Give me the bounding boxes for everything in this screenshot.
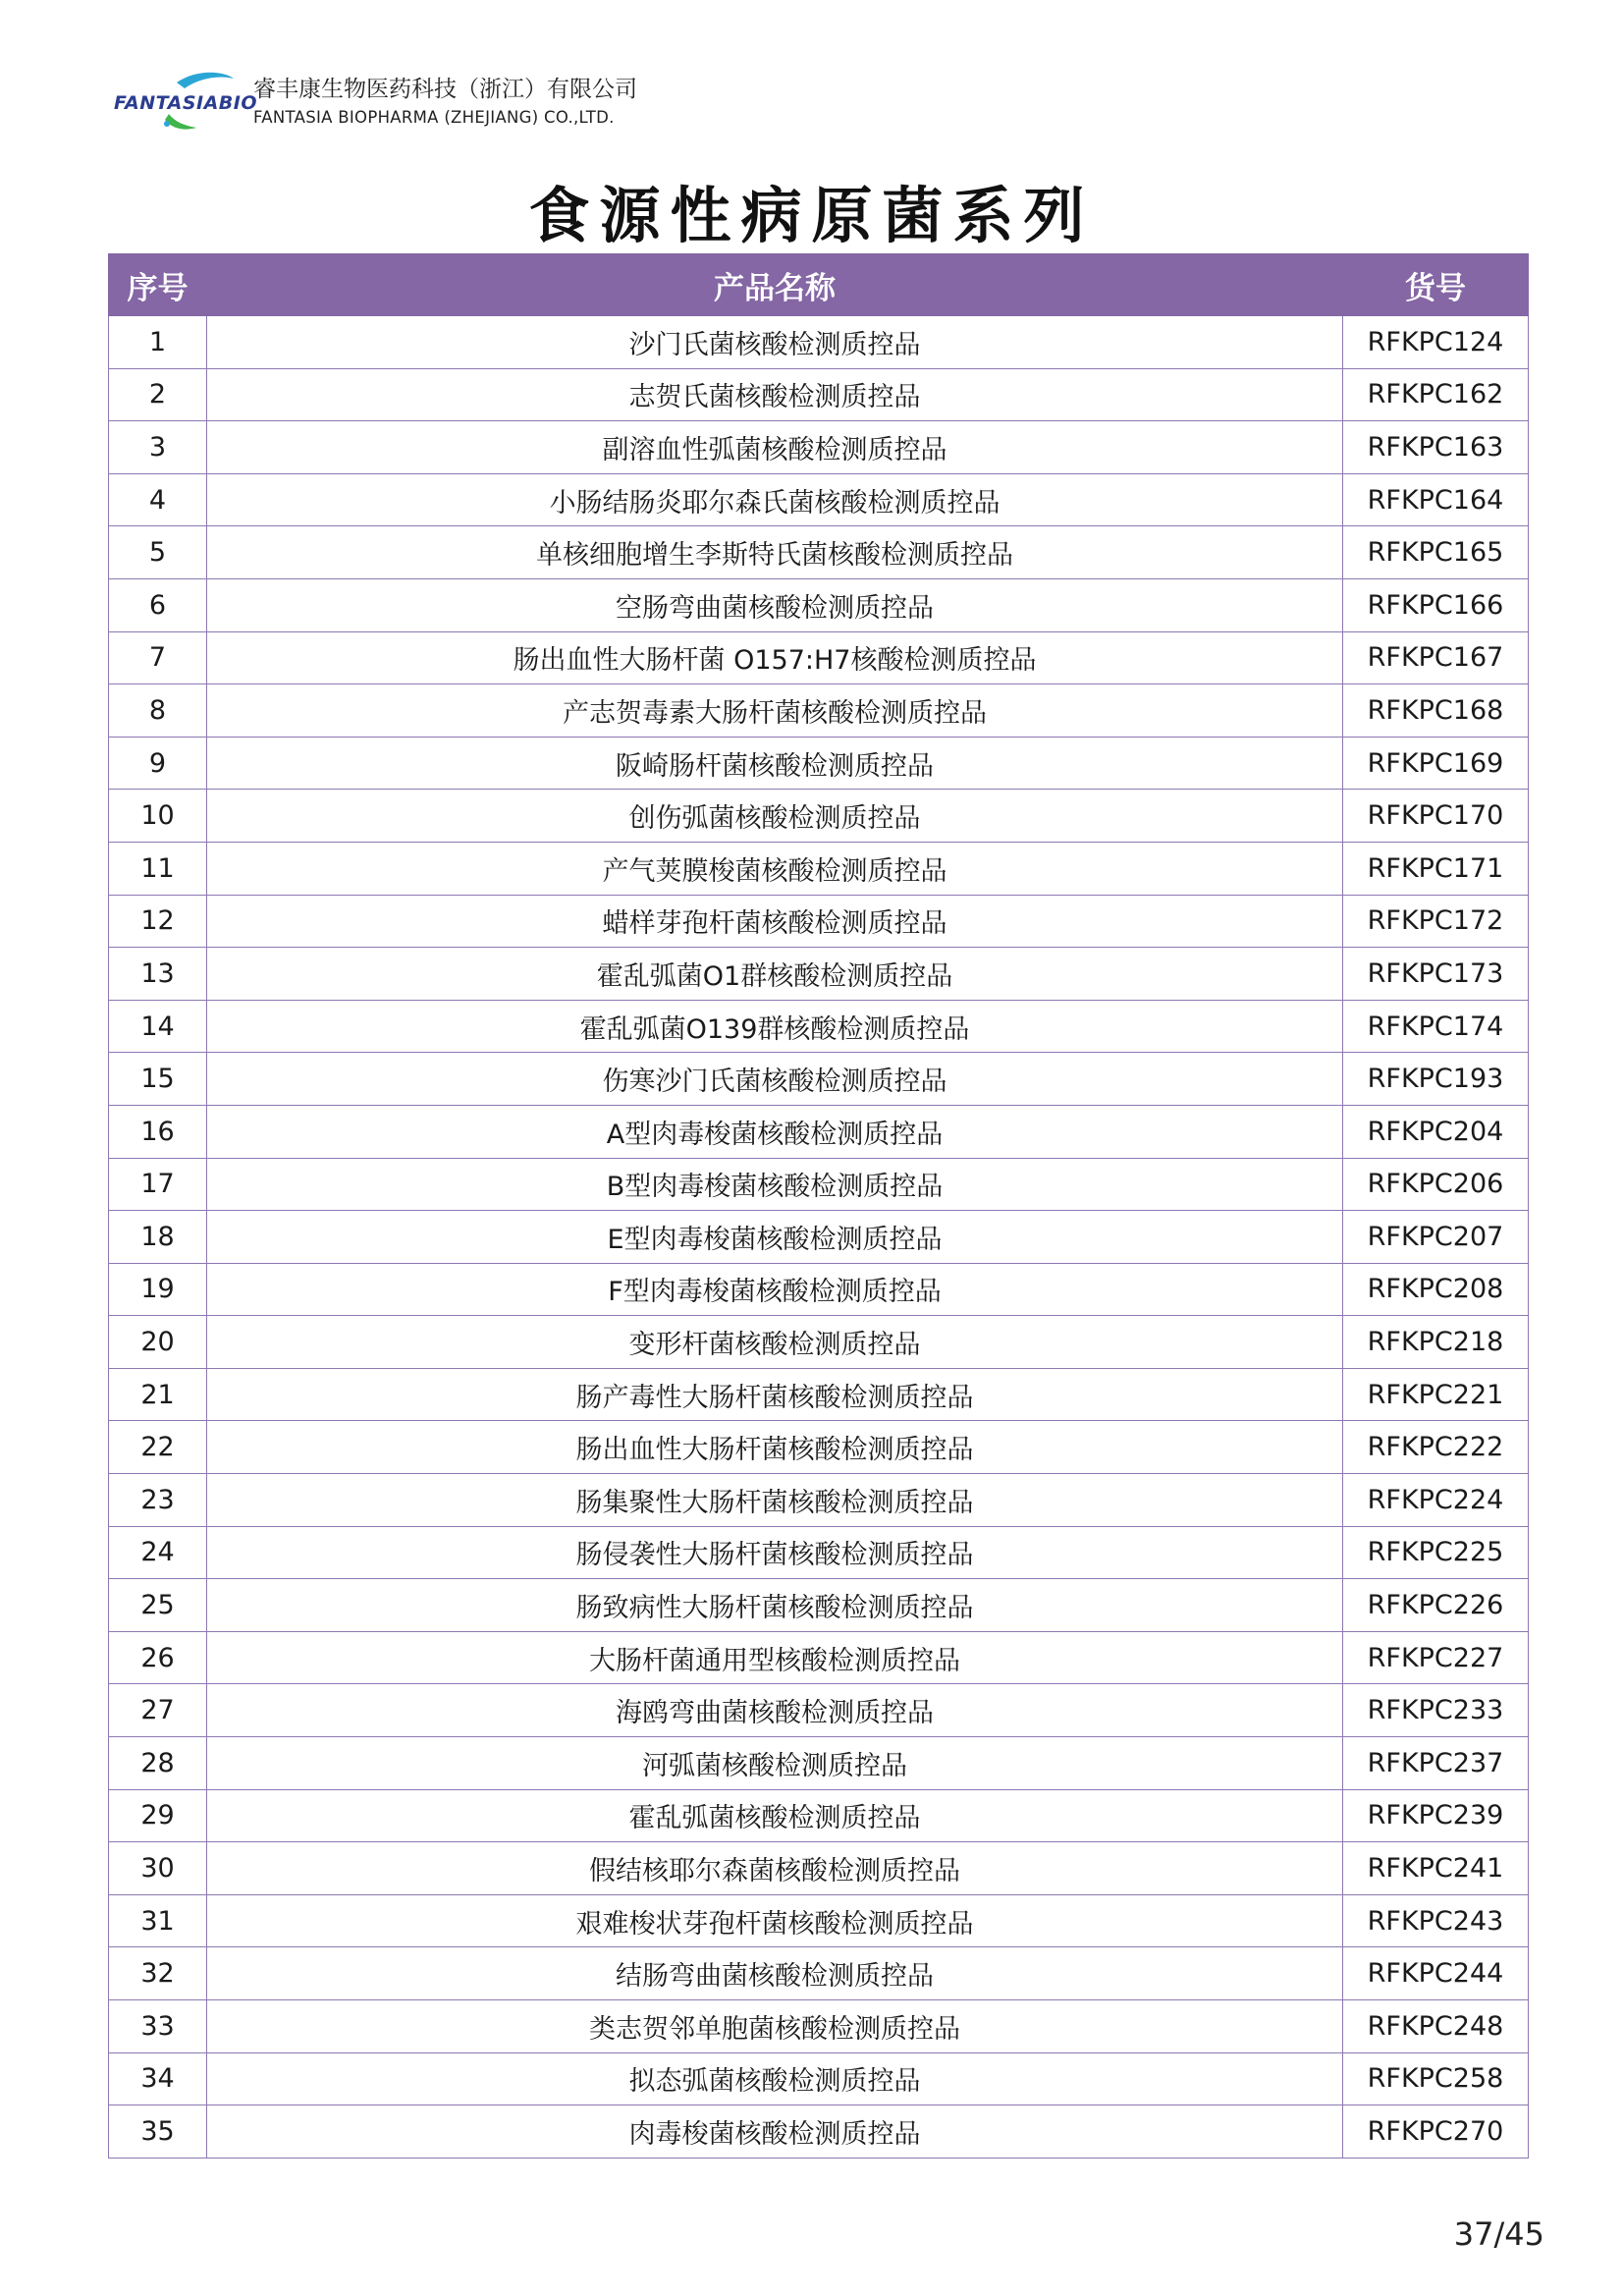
serial-number-cell: 7 <box>109 631 207 684</box>
table-row <box>109 1105 1529 1158</box>
product-name-cell: 单核细胞增生李斯特氏菌核酸检测质控品 <box>207 526 1343 579</box>
product-name-cell: 产志贺毒素大肠杆菌核酸检测质控品 <box>207 684 1343 738</box>
item-code-cell: RFKPC226 <box>1343 1579 1529 1632</box>
header-row <box>109 254 1529 316</box>
product-name-cell: E型肉毒梭菌核酸检测质控品 <box>207 1211 1343 1264</box>
item-code-cell: RFKPC224 <box>1343 1474 1529 1527</box>
table-row <box>109 316 1529 369</box>
serial-number-cell: 17 <box>109 1158 207 1211</box>
serial-number-cell: 15 <box>109 1053 207 1106</box>
serial-number-cell: 20 <box>109 1316 207 1369</box>
table-row <box>109 1894 1529 1947</box>
table-row <box>109 737 1529 790</box>
product-name-cell: 沙门氏菌核酸检测质控品 <box>207 316 1343 369</box>
table-row <box>109 2105 1529 2159</box>
product-name-cell: 创伤弧菌核酸检测质控品 <box>207 790 1343 843</box>
table-row <box>109 1158 1529 1211</box>
serial-number-cell: 29 <box>109 1789 207 1842</box>
product-name-cell: 肠集聚性大肠杆菌核酸检测质控品 <box>207 1474 1343 1527</box>
table-row <box>109 1000 1529 1053</box>
serial-number-cell: 31 <box>109 1894 207 1947</box>
serial-number-cell: 30 <box>109 1842 207 1895</box>
item-code-cell: RFKPC166 <box>1343 578 1529 631</box>
product-name-cell: 霍乱弧菌核酸检测质控品 <box>207 1789 1343 1842</box>
product-name-cell: 变形杆菌核酸检测质控品 <box>207 1316 1343 1369</box>
item-code-cell: RFKPC171 <box>1343 842 1529 895</box>
serial-number-cell: 28 <box>109 1737 207 1790</box>
table-row <box>109 1263 1529 1316</box>
serial-number-cell: 6 <box>109 578 207 631</box>
product-name-cell: 霍乱弧菌O139群核酸检测质控品 <box>207 1000 1343 1053</box>
item-code-cell: RFKPC167 <box>1343 631 1529 684</box>
item-code-cell: RFKPC170 <box>1343 790 1529 843</box>
serial-number-cell: 1 <box>109 316 207 369</box>
item-code-cell: RFKPC169 <box>1343 737 1529 790</box>
table-row <box>109 1579 1529 1632</box>
table-row <box>109 578 1529 631</box>
table-row <box>109 1316 1529 1369</box>
company-name-block <box>253 74 637 131</box>
item-code-cell: RFKPC222 <box>1343 1421 1529 1474</box>
item-code-cell: RFKPC163 <box>1343 421 1529 474</box>
product-name-cell: 大肠杆菌通用型核酸检测质控品 <box>207 1631 1343 1684</box>
table-body <box>109 316 1529 2159</box>
item-code-cell: RFKPC174 <box>1343 1000 1529 1053</box>
item-code-cell: RFKPC207 <box>1343 1211 1529 1264</box>
company-name-en: FANTASIA BIOPHARMA (ZHEJIANG) CO.,LTD. <box>253 108 615 127</box>
serial-number-cell: 2 <box>109 368 207 421</box>
serial-number-cell: 5 <box>109 526 207 579</box>
serial-number-cell: 21 <box>109 1368 207 1421</box>
product-name-cell: 副溶血性弧菌核酸检测质控品 <box>207 421 1343 474</box>
serial-number-cell: 16 <box>109 1105 207 1158</box>
serial-number-cell: 10 <box>109 790 207 843</box>
serial-number-cell: 12 <box>109 895 207 948</box>
table-row <box>109 1421 1529 1474</box>
serial-number-cell: 9 <box>109 737 207 790</box>
product-name-cell: F型肉毒梭菌核酸检测质控品 <box>207 1263 1343 1316</box>
table-row <box>109 895 1529 948</box>
serial-number-cell: 4 <box>109 473 207 526</box>
item-code-cell: RFKPC208 <box>1343 1263 1529 1316</box>
product-name-cell: 假结核耶尔森菌核酸检测质控品 <box>207 1842 1343 1895</box>
product-name-cell: 空肠弯曲菌核酸检测质控品 <box>207 578 1343 631</box>
item-code-cell: RFKPC225 <box>1343 1526 1529 1579</box>
table-row <box>109 526 1529 579</box>
table-row <box>109 631 1529 684</box>
item-code-cell: RFKPC239 <box>1343 1789 1529 1842</box>
product-name-cell: A型肉毒梭菌核酸检测质控品 <box>207 1105 1343 1158</box>
serial-number-cell: 35 <box>109 2105 207 2159</box>
table-row <box>109 1684 1529 1737</box>
item-code-cell: RFKPC164 <box>1343 473 1529 526</box>
item-code-cell: RFKPC270 <box>1343 2105 1529 2159</box>
table-row <box>109 1789 1529 1842</box>
logo-wordmark: FANTASIABIO <box>114 92 257 114</box>
serial-number-cell: 14 <box>109 1000 207 1053</box>
table-row <box>109 421 1529 474</box>
page-header <box>108 63 637 141</box>
item-code-cell: RFKPC221 <box>1343 1368 1529 1421</box>
item-code-cell: RFKPC218 <box>1343 1316 1529 1369</box>
item-code-cell: RFKPC172 <box>1343 895 1529 948</box>
table-row <box>109 2000 1529 2053</box>
item-code-cell: RFKPC193 <box>1343 1053 1529 1106</box>
product-table <box>108 253 1529 2159</box>
item-code-cell: RFKPC204 <box>1343 1105 1529 1158</box>
serial-number-cell: 25 <box>109 1579 207 1632</box>
product-name-cell: 河弧菌核酸检测质控品 <box>207 1737 1343 1790</box>
item-code-cell: RFKPC248 <box>1343 2000 1529 2053</box>
item-code-cell: RFKPC206 <box>1343 1158 1529 1211</box>
serial-number-cell: 19 <box>109 1263 207 1316</box>
item-code-cell: RFKPC241 <box>1343 1842 1529 1895</box>
header-serial-number: 序号 <box>109 254 207 316</box>
product-name-cell: 肉毒梭菌核酸检测质控品 <box>207 2105 1343 2159</box>
serial-number-cell: 18 <box>109 1211 207 1264</box>
product-name-cell: 霍乱弧菌O1群核酸检测质控品 <box>207 948 1343 1001</box>
serial-number-cell: 26 <box>109 1631 207 1684</box>
serial-number-cell: 23 <box>109 1474 207 1527</box>
product-name-cell: 肠致病性大肠杆菌核酸检测质控品 <box>207 1579 1343 1632</box>
product-name-cell: 肠侵袭性大肠杆菌核酸检测质控品 <box>207 1526 1343 1579</box>
product-name-cell: 结肠弯曲菌核酸检测质控品 <box>207 1947 1343 2000</box>
table-row <box>109 842 1529 895</box>
serial-number-cell: 22 <box>109 1421 207 1474</box>
item-code-cell: RFKPC258 <box>1343 2052 1529 2105</box>
table-row <box>109 2052 1529 2105</box>
item-code-cell: RFKPC227 <box>1343 1631 1529 1684</box>
table-row <box>109 1053 1529 1106</box>
item-code-cell: RFKPC244 <box>1343 1947 1529 2000</box>
header-product-name: 产品名称 <box>207 254 1343 316</box>
serial-number-cell: 24 <box>109 1526 207 1579</box>
table-row <box>109 368 1529 421</box>
page-number: 37/45 <box>1453 2215 1544 2253</box>
product-name-cell: 产气荚膜梭菌核酸检测质控品 <box>207 842 1343 895</box>
product-name-cell: 伤寒沙门氏菌核酸检测质控品 <box>207 1053 1343 1106</box>
header-item-code: 货号 <box>1343 254 1529 316</box>
serial-number-cell: 32 <box>109 1947 207 2000</box>
table-row <box>109 1631 1529 1684</box>
table-row <box>109 473 1529 526</box>
page-title: 食源性病原菌系列 <box>528 180 1095 251</box>
table-row <box>109 1526 1529 1579</box>
serial-number-cell: 27 <box>109 1684 207 1737</box>
table-header <box>109 254 1529 316</box>
item-code-cell: RFKPC168 <box>1343 684 1529 738</box>
company-name-cn: 睿丰康生物医药科技（浙江）有限公司 <box>253 77 637 102</box>
product-name-cell: 艰难梭状芽孢杆菌核酸检测质控品 <box>207 1894 1343 1947</box>
item-code-cell: RFKPC243 <box>1343 1894 1529 1947</box>
table-row <box>109 1842 1529 1895</box>
table-row <box>109 1737 1529 1790</box>
product-name-cell: B型肉毒梭菌核酸检测质控品 <box>207 1158 1343 1211</box>
product-name-cell: 肠出血性大肠杆菌核酸检测质控品 <box>207 1421 1343 1474</box>
product-name-cell: 志贺氏菌核酸检测质控品 <box>207 368 1343 421</box>
serial-number-cell: 11 <box>109 842 207 895</box>
product-name-cell: 海鸥弯曲菌核酸检测质控品 <box>207 1684 1343 1737</box>
product-name-cell: 蜡样芽孢杆菌核酸检测质控品 <box>207 895 1343 948</box>
item-code-cell: RFKPC237 <box>1343 1737 1529 1790</box>
item-code-cell: RFKPC162 <box>1343 368 1529 421</box>
serial-number-cell: 13 <box>109 948 207 1001</box>
serial-number-cell: 3 <box>109 421 207 474</box>
product-name-cell: 肠出血性大肠杆菌 O157:H7核酸检测质控品 <box>207 631 1343 684</box>
table-row <box>109 1368 1529 1421</box>
product-name-cell: 类志贺邻单胞菌核酸检测质控品 <box>207 2000 1343 2053</box>
table-row <box>109 1947 1529 2000</box>
serial-number-cell: 34 <box>109 2052 207 2105</box>
item-code-cell: RFKPC165 <box>1343 526 1529 579</box>
table-row <box>109 1211 1529 1264</box>
item-code-cell: RFKPC124 <box>1343 316 1529 369</box>
serial-number-cell: 8 <box>109 684 207 738</box>
table-row <box>109 790 1529 843</box>
product-name-cell: 肠产毒性大肠杆菌核酸检测质控品 <box>207 1368 1343 1421</box>
product-name-cell: 小肠结肠炎耶尔森氏菌核酸检测质控品 <box>207 473 1343 526</box>
item-code-cell: RFKPC233 <box>1343 1684 1529 1737</box>
company-logo <box>108 63 257 141</box>
product-name-cell: 拟态弧菌核酸检测质控品 <box>207 2052 1343 2105</box>
table-row <box>109 948 1529 1001</box>
serial-number-cell: 33 <box>109 2000 207 2053</box>
item-code-cell: RFKPC173 <box>1343 948 1529 1001</box>
table-row <box>109 684 1529 738</box>
table-row <box>109 1474 1529 1527</box>
product-name-cell: 阪崎肠杆菌核酸检测质控品 <box>207 737 1343 790</box>
